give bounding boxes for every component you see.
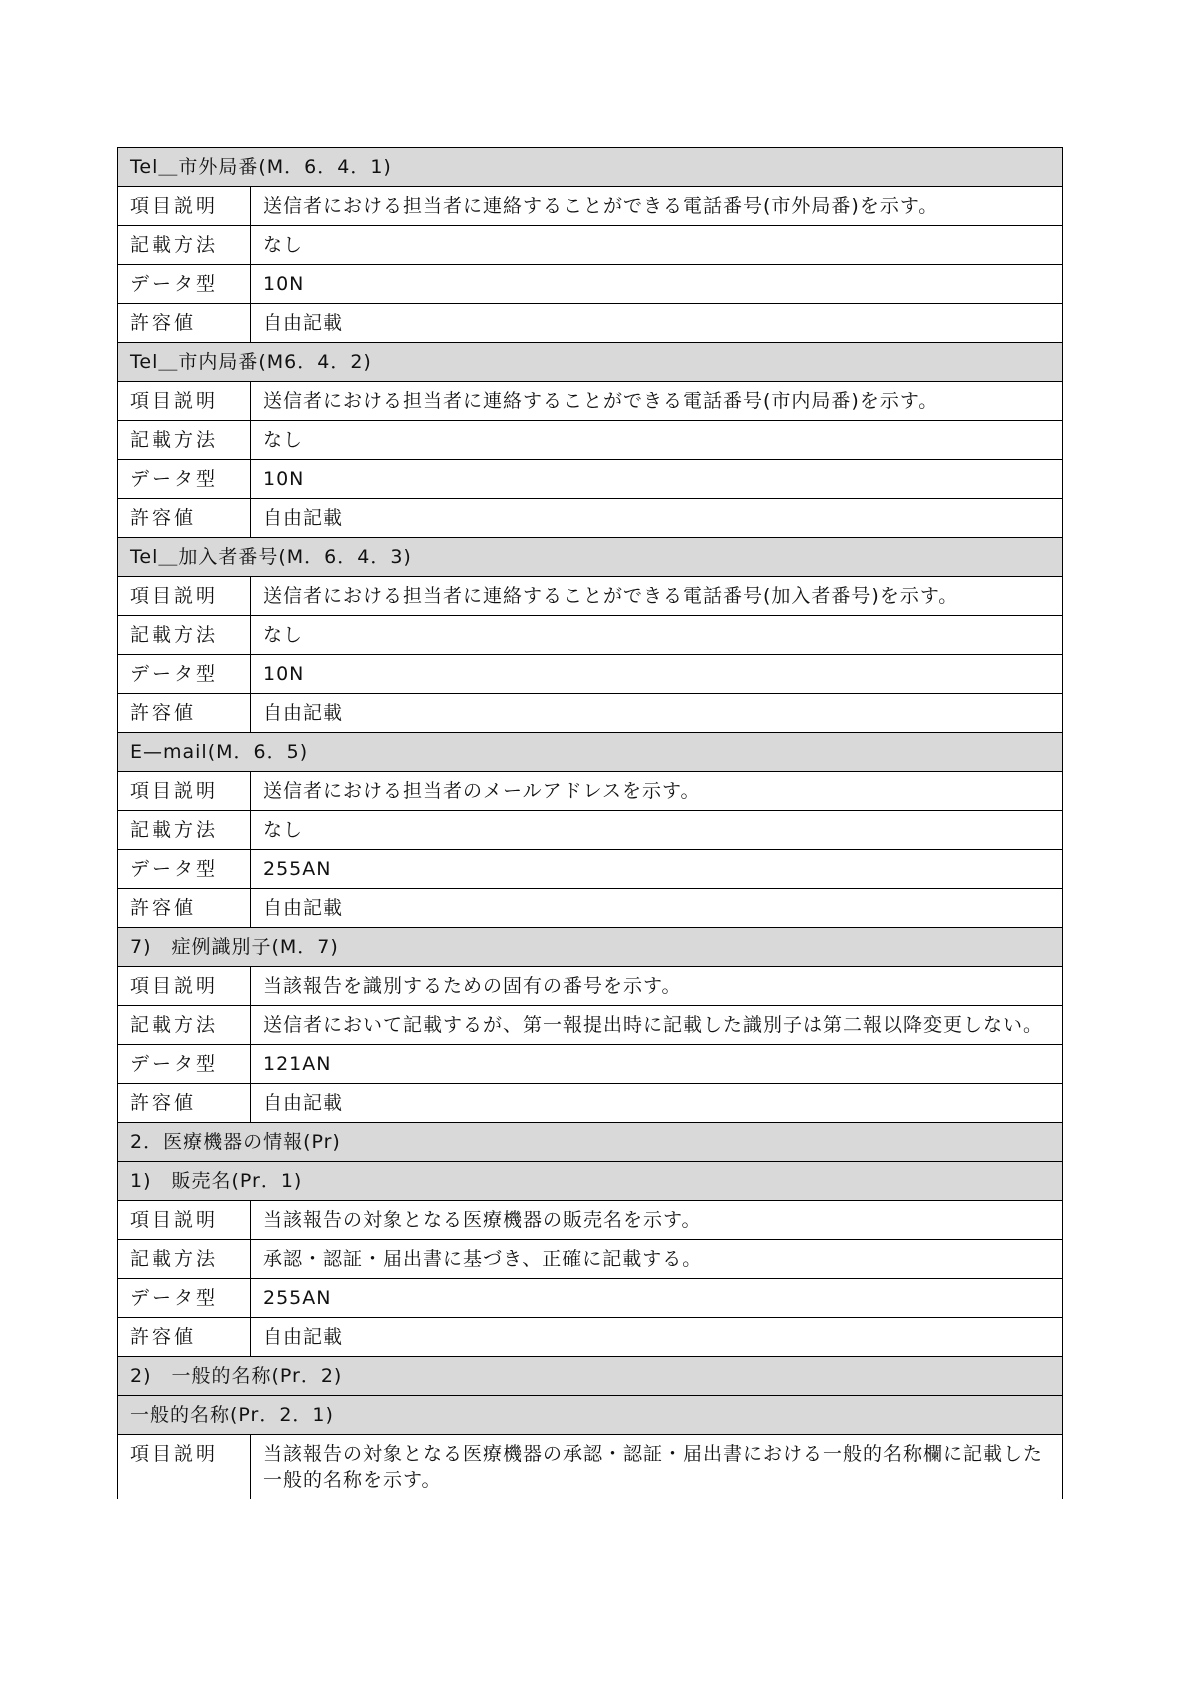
table-row [118, 1045, 1063, 1084]
section-header-row [118, 538, 1063, 577]
row-value-method: なし [251, 421, 1063, 460]
row-value-allowed: 自由記載 [251, 499, 1063, 538]
table-row [118, 967, 1063, 1006]
row-value-description: 当該報告の対象となる医療機器の承認・認証・届出書における一般的名称欄に記載した一般的名称を示す。 [251, 1435, 1063, 1500]
section-header-row [118, 343, 1063, 382]
section-header: Tel＿市外局番(M．6．4．1) [118, 148, 1063, 187]
row-label-description: 項目説明 [118, 577, 251, 616]
section-header: 1) 販売名(Pr．1) [118, 1162, 1063, 1201]
row-label-description: 項目説明 [118, 772, 251, 811]
table-row [118, 1084, 1063, 1123]
table-row [118, 1279, 1063, 1318]
row-label-data-type: データ型 [118, 1279, 251, 1318]
section-header-row [118, 733, 1063, 772]
row-label-allowed: 許容値 [118, 1084, 251, 1123]
row-value-description: 送信者における担当者に連絡することができる電話番号(市外局番)を示す。 [251, 187, 1063, 226]
section-header: Tel＿加入者番号(M．6．4．3) [118, 538, 1063, 577]
table-row [118, 304, 1063, 343]
row-value-description: 送信者における担当者に連絡することができる電話番号(加入者番号)を示す。 [251, 577, 1063, 616]
table-row [118, 811, 1063, 850]
table-row [118, 187, 1063, 226]
row-value-data-type: 10N [251, 655, 1063, 694]
subsection-header: 一般的名称(Pr．2．1) [118, 1396, 1063, 1435]
row-value-method: なし [251, 226, 1063, 265]
table-row [118, 499, 1063, 538]
table-row [118, 1006, 1063, 1045]
section-header-row [118, 928, 1063, 967]
row-value-allowed: 自由記載 [251, 1318, 1063, 1357]
row-value-description: 当該報告の対象となる医療機器の販売名を示す。 [251, 1201, 1063, 1240]
row-value-data-type: 10N [251, 265, 1063, 304]
table-row [118, 694, 1063, 733]
row-value-data-type: 121AN [251, 1045, 1063, 1084]
row-label-method: 記載方法 [118, 616, 251, 655]
row-value-description: 送信者における担当者のメールアドレスを示す。 [251, 772, 1063, 811]
row-value-method: 承認・認証・届出書に基づき、正確に記載する。 [251, 1240, 1063, 1279]
row-value-allowed: 自由記載 [251, 889, 1063, 928]
section-header-row [118, 148, 1063, 187]
row-label-data-type: データ型 [118, 655, 251, 694]
row-label-data-type: データ型 [118, 850, 251, 889]
row-label-data-type: データ型 [118, 265, 251, 304]
row-value-description: 当該報告を識別するための固有の番号を示す。 [251, 967, 1063, 1006]
row-label-description: 項目説明 [118, 967, 251, 1006]
table-row [118, 226, 1063, 265]
row-label-description: 項目説明 [118, 1435, 251, 1500]
section-header: Tel＿市内局番(M6．4．2) [118, 343, 1063, 382]
section-header: E—mail(M．6．5) [118, 733, 1063, 772]
table-row [118, 1435, 1063, 1500]
table-row [118, 772, 1063, 811]
row-label-allowed: 許容値 [118, 304, 251, 343]
table-row [118, 265, 1063, 304]
row-label-allowed: 許容値 [118, 1318, 251, 1357]
row-label-method: 記載方法 [118, 226, 251, 265]
row-value-allowed: 自由記載 [251, 1084, 1063, 1123]
row-value-data-type: 255AN [251, 850, 1063, 889]
specification-table [117, 147, 1063, 1499]
row-label-description: 項目説明 [118, 187, 251, 226]
table-row [118, 1318, 1063, 1357]
table-row [118, 382, 1063, 421]
section-header: 2) 一般的名称(Pr．2) [118, 1357, 1063, 1396]
row-label-method: 記載方法 [118, 421, 251, 460]
row-value-description: 送信者における担当者に連絡することができる電話番号(市内局番)を示す。 [251, 382, 1063, 421]
section-header: 7) 症例識別子(M．7) [118, 928, 1063, 967]
row-label-method: 記載方法 [118, 811, 251, 850]
table-row [118, 577, 1063, 616]
subsection-header-row [118, 1396, 1063, 1435]
chapter-header: 2．医療機器の情報(Pr) [118, 1123, 1063, 1162]
section-header-row [118, 1162, 1063, 1201]
chapter-header-row [118, 1123, 1063, 1162]
table-row [118, 1240, 1063, 1279]
section-header-row [118, 1357, 1063, 1396]
row-value-allowed: 自由記載 [251, 694, 1063, 733]
row-label-method: 記載方法 [118, 1240, 251, 1279]
table-row [118, 616, 1063, 655]
row-label-allowed: 許容値 [118, 889, 251, 928]
table-row [118, 421, 1063, 460]
row-value-method: なし [251, 616, 1063, 655]
row-value-data-type: 10N [251, 460, 1063, 499]
row-label-allowed: 許容値 [118, 499, 251, 538]
row-label-description: 項目説明 [118, 382, 251, 421]
row-value-method: 送信者において記載するが、第一報提出時に記載した識別子は第二報以降変更しない。 [251, 1006, 1063, 1045]
table-row [118, 655, 1063, 694]
row-label-allowed: 許容値 [118, 694, 251, 733]
table-row [118, 460, 1063, 499]
row-label-method: 記載方法 [118, 1006, 251, 1045]
table-row [118, 1201, 1063, 1240]
row-value-allowed: 自由記載 [251, 304, 1063, 343]
row-label-data-type: データ型 [118, 1045, 251, 1084]
row-label-description: 項目説明 [118, 1201, 251, 1240]
table-row [118, 850, 1063, 889]
row-label-data-type: データ型 [118, 460, 251, 499]
row-value-method: なし [251, 811, 1063, 850]
table-row [118, 889, 1063, 928]
row-value-data-type: 255AN [251, 1279, 1063, 1318]
